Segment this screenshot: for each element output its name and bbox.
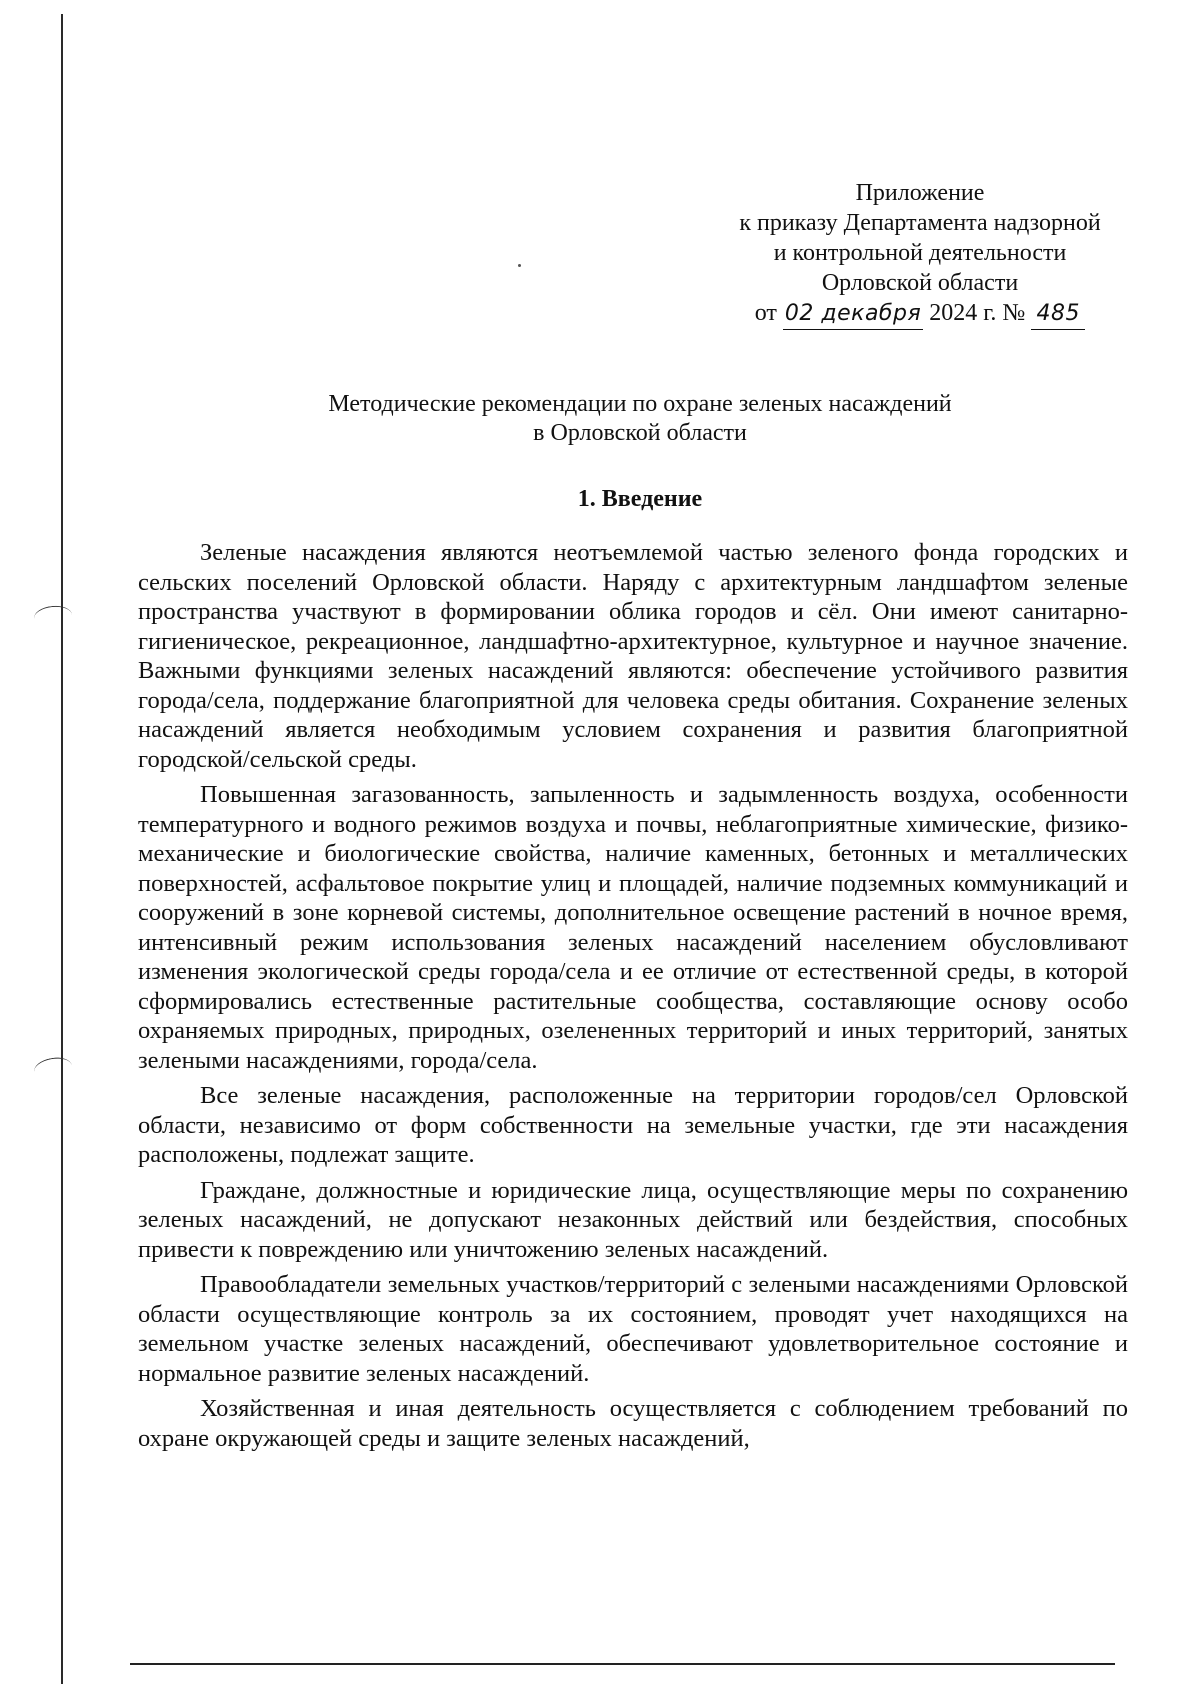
footer-rule	[130, 1663, 1115, 1665]
annex-region-line: Орловской области	[821, 270, 1019, 296]
paragraph: Зеленые насаждения являются неотъемлемой частью зеленого фонда городских и сельских поселений Орловской области. Наряду с архитектурным ландшафтом зеленые пространства участвуют в формировании облика городов и сёл. Они имеют санитарно-гигиеническое, рекреационное, ландшафтно-архитектурное, культурное и научное значение. Важными функциями зеленых насаждений являются: обеспечение устойчивого развития города/села, поддержание благоприятной для человека среды обитания. Сохранение зеленых насаждений является необходимым условием сохранения и развития благоприятной городской/сельской среды.	[138, 539, 1128, 773]
scan-margin-line	[61, 14, 63, 1684]
paragraph: Все зеленые насаждения, расположенные на территории городов/сел Орловской области, независимо от форм собственности на земельные участки, где эти насаждения расположены, подлежат защите.	[138, 1082, 1128, 1168]
title-line-1: Методические рекомендации по охране зеленых насаждений	[328, 391, 952, 417]
binder-hole-mark	[32, 1055, 73, 1082]
title-line-2: в Орловской области	[533, 420, 747, 446]
document-title	[240, 390, 1040, 448]
annex-date-line	[700, 298, 1140, 330]
scan-speck	[518, 264, 521, 267]
date-prefix: от	[754, 300, 777, 326]
body-text	[138, 538, 1128, 1459]
paragraph: Хозяйственная и иная деятельность осуществляется с соблюдением требований по охране окружающей среды и защите зеленых насаждений,	[138, 1395, 1128, 1452]
binder-hole-mark	[33, 604, 73, 629]
handwritten-order-number: 485	[1031, 299, 1085, 330]
annex-header	[700, 178, 1140, 330]
handwritten-date: 02 декабря	[783, 299, 923, 330]
annex-order-line: к приказу Департамента надзорной	[739, 210, 1101, 236]
date-year: 2024 г. №	[929, 300, 1026, 326]
annex-label: Приложение	[855, 180, 985, 206]
section-heading: 1. Введение	[577, 486, 703, 512]
paragraph: Повышенная загазованность, запыленность и задымленность воздуха, особенности температурного и водного режимов воздуха и почвы, неблагоприятные химические, физико-механические и биологические свойства, наличие каменных, бетонных и металлических поверхностей, асфальтовое покрытие улиц и площадей, наличие подземных коммуникаций и сооружений в зоне корневой системы, дополнительное освещение растений в ночное время, интенсивный режим использования зеленых насаждений населением обусловливают изменения экологической среды города/села и ее отличие от естественной среды, в которой сформировались естественные растительные сообщества, составляющие основу особо охраняемых природных, природных, озелененных территорий и иных территорий, занятых зелеными насаждениями, города/села.	[138, 781, 1128, 1074]
annex-department-line: и контрольной деятельности	[773, 240, 1067, 266]
paragraph: Граждане, должностные и юридические лица, осуществляющие меры по сохранению зеленых насаждений, не допускают незаконных действий или бездействия, способных привести к повреждению или уничтожению зеленых насаждений.	[138, 1176, 1128, 1263]
paragraph: Правообладатели земельных участков/территорий с зелеными насаждениями Орловской области осуществляющие контроль за их состоянием, проводят учет находящихся на земельном участке зеленых насаждений, обеспечивают удовлетворительное состояние и нормальное развитие зеленых насаждений.	[138, 1271, 1128, 1387]
